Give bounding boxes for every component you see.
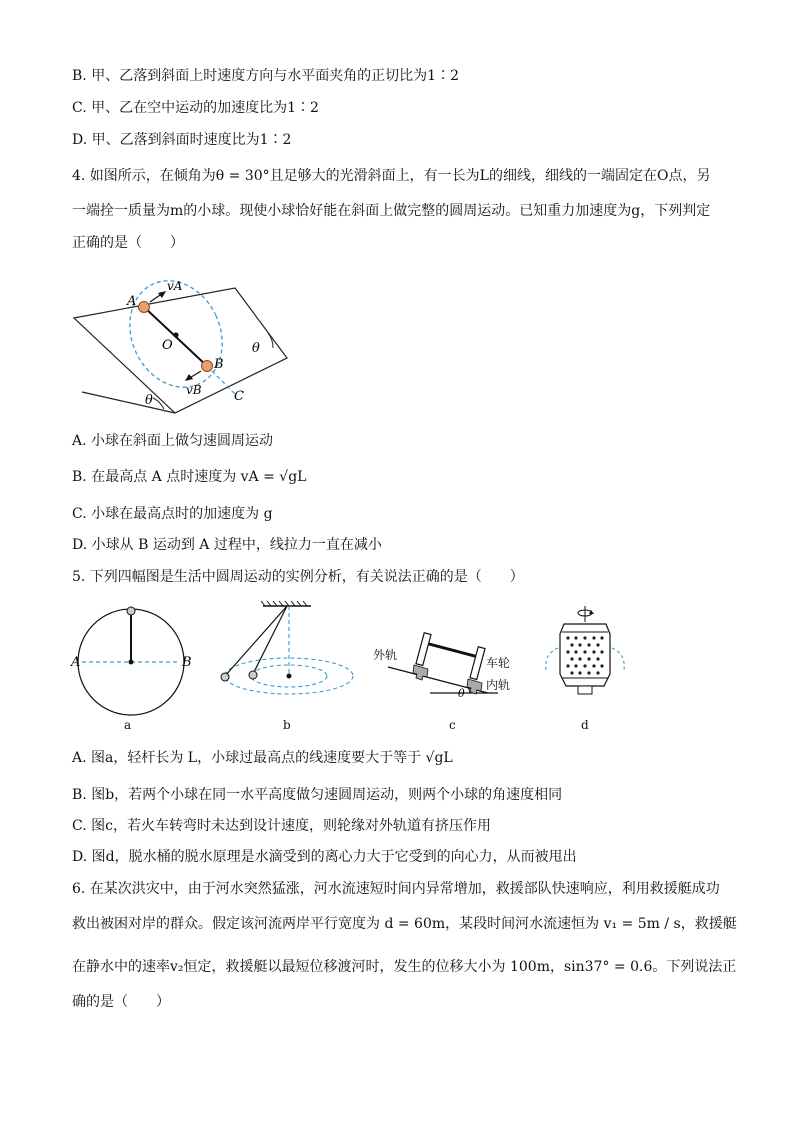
q3-option-b: B. 甲、乙落到斜面上时速度方向与水平面夹角的正切比为1∶2	[72, 68, 460, 84]
label-c: C	[234, 389, 244, 404]
q6-stem-line4: 确的是（ ）	[72, 994, 170, 1010]
figure-b-conical-pendulum	[215, 600, 360, 700]
figure-d-spin-dryer	[540, 604, 630, 704]
outer-ball	[221, 673, 229, 681]
q5-stem: 5. 下列四幅图是生活中圆周运动的实例分析，有关说法正确的是（ ）	[72, 569, 524, 585]
ball-b	[202, 361, 213, 372]
q3-option-c: C. 甲、乙在空中运动的加速度比为1∶2	[72, 100, 319, 116]
label-outer-rail: 外轨	[373, 648, 398, 662]
q5-option-a: A. 图a，轻杆长为 L，小球过最高点的线速度要大于等于 √gL	[72, 750, 453, 766]
label-a: A	[127, 294, 137, 309]
q5-option-c: C. 图c，若火车转弯时未达到设计速度，则轮缘对外轨道有挤压作用	[72, 818, 491, 834]
velocity-a-arrow	[158, 291, 166, 298]
label-a-point: A	[71, 655, 81, 670]
q3-option-d: D. 甲、乙落到斜面时速度比为1∶2	[72, 132, 292, 148]
angle-arc-left	[153, 398, 164, 409]
q6-stem-line1: 6. 在某次洪灾中，由于河水突然猛涨，河水流速短时间内异常增加，救援部队快速响应，利用救援艇成功	[72, 881, 720, 897]
center-point-o	[173, 332, 178, 337]
incline-circle-figure	[70, 270, 295, 420]
drum-base	[578, 686, 592, 694]
label-inner-rail: 内轨	[486, 678, 511, 692]
caption-b: b	[283, 718, 291, 732]
label-o: O	[162, 338, 173, 353]
q6-stem-line2: 救出被困对岸的群众。假定该河流两岸平行宽度为 d = 60m，某段时间河水流速恒为 v₁ = 5m / s，救援艇	[72, 916, 737, 932]
outer-rail	[413, 665, 428, 680]
label-vb: vB	[186, 383, 202, 397]
ball-top	[127, 607, 135, 615]
label-wheel: 车轮	[486, 656, 511, 670]
q4-option-a: A. 小球在斜面上做匀速圆周运动	[72, 433, 274, 449]
water-arc-right	[612, 648, 624, 670]
label-b: B	[214, 357, 224, 372]
q4-stem-line1: 4. 如图所示，在倾角为θ = 30°且足够大的光滑斜面上，有一长为L的细线，细线的一端固定在O点，另	[72, 168, 711, 184]
outer-wheel	[416, 633, 431, 666]
ground-line	[82, 392, 175, 413]
label-theta-c: θ	[458, 687, 465, 700]
q4-option-b: B. 在最高点 A 点时速度为 vA = √gL	[72, 469, 307, 485]
caption-a: a	[124, 718, 132, 732]
inner-ball	[249, 671, 257, 679]
drum-body	[560, 624, 610, 686]
water-arc-left	[546, 648, 558, 670]
figure-a-rod-circle	[68, 600, 208, 730]
label-va: vA	[167, 279, 183, 293]
velocity-b-arrow	[185, 374, 193, 381]
inner-wheel	[470, 647, 485, 680]
caption-c: c	[449, 718, 456, 732]
q4-stem-line3: 正确的是（ ）	[72, 235, 184, 251]
short-string	[253, 606, 287, 674]
caption-d: d	[581, 718, 589, 732]
ball-a	[139, 302, 150, 313]
q5-option-d: D. 图d，脱水桶的脱水原理是水滴受到的离心力大于它受到的向心力，从而被甩出	[72, 849, 577, 865]
q4-option-c: C. 小球在最高点时的加速度为 g	[72, 506, 273, 522]
q4-option-d: D. 小球从 B 运动到 A 过程中，线拉力一直在减小	[72, 537, 382, 553]
label-b-point: B	[182, 655, 192, 670]
label-theta-left: θ	[145, 393, 153, 408]
q4-stem-line2: 一端拴一质量为m的小球。现使小球恰好能在斜面上做完整的圆周运动。已知重力加速度为g，下列判定	[72, 203, 711, 219]
axle	[425, 643, 478, 657]
q5-option-b: B. 图b，若两个小球在同一水平高度做匀速圆周运动，则两个小球的角速度相同	[72, 787, 563, 803]
q6-stem-line3: 在静水中的速率v₂恒定，救援艇以最短位移渡河时，发生的位移大小为 100m，sin37° = 0.6。下列说法正	[72, 959, 737, 975]
label-theta-right: θ	[252, 341, 260, 356]
